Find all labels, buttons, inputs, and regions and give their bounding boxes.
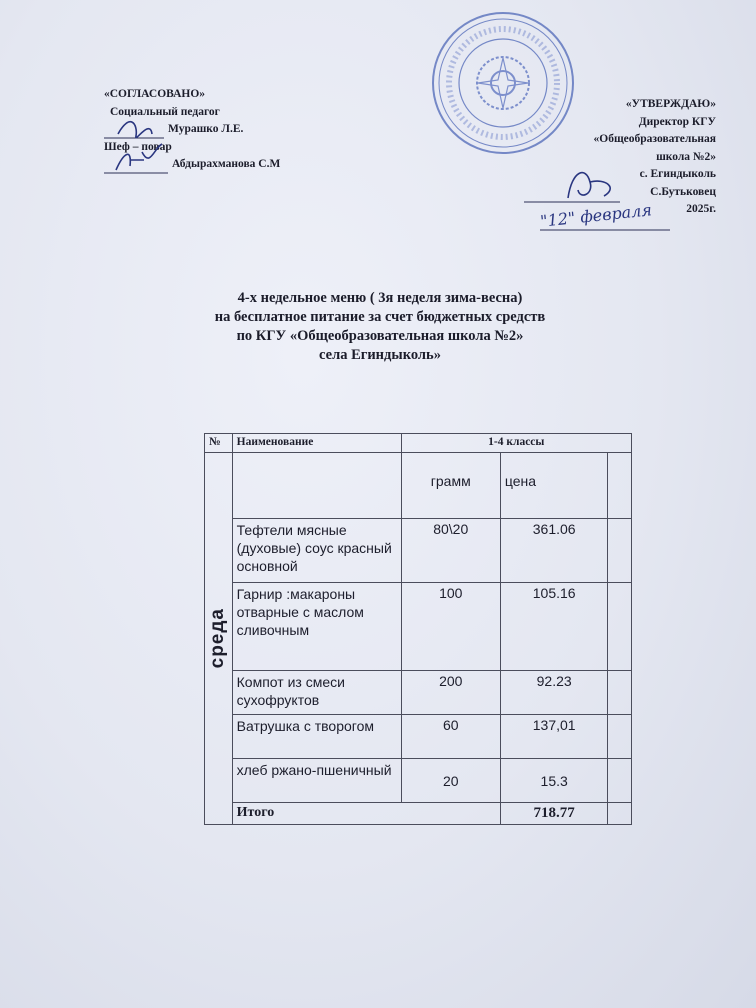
subheader-empty [232, 453, 401, 519]
approval-right-block [516, 96, 716, 219]
menu-heading [170, 289, 590, 365]
table-row [205, 759, 632, 803]
dish-name: Гарнир :макароны отварные с маслом сливочным [232, 583, 401, 671]
approval-left-name1: Мурашко Л.Е. [168, 123, 244, 135]
approval-left-title: «СОГЛАСОВАНО» [104, 88, 206, 100]
table-row [205, 715, 632, 759]
dish-gram: 60 [401, 715, 500, 759]
approval-right-name: С.Бутьковец [650, 185, 716, 198]
approval-right-org2: школа №2» [656, 150, 716, 163]
approval-left-role2: Шеф – повар [104, 140, 172, 153]
dish-gram: 200 [401, 671, 500, 715]
row-extra [608, 759, 632, 803]
dish-price: 92.23 [500, 671, 608, 715]
heading-line4: села Егиндыколь» [319, 347, 441, 363]
menu-table [204, 433, 632, 825]
handwritten-date: "12" февраля [539, 200, 653, 231]
row-extra [608, 715, 632, 759]
dish-gram: 100 [401, 583, 500, 671]
approval-right-org1: «Общеобразовательная [593, 133, 716, 145]
dish-name: Тефтели мясные (духовые) соус красный основной [232, 519, 401, 583]
dish-name: Компот из смеси сухофруктов [232, 671, 401, 715]
table-header-row [205, 434, 632, 453]
dish-name: Ватрушка с творогом [232, 715, 401, 759]
row-extra [608, 519, 632, 583]
dish-price: 137,01 [500, 715, 608, 759]
dish-gram: 80\20 [401, 519, 500, 583]
approval-left-role1: Социальный педагог [110, 105, 220, 118]
approval-right-title: «УТВЕРЖДАЮ» [625, 98, 716, 110]
total-value: 718.77 [500, 803, 608, 825]
subheader-extra [608, 453, 632, 519]
dish-price: 15.3 [500, 759, 608, 803]
table-row [205, 583, 632, 671]
table-row [205, 671, 632, 715]
dish-name: хлеб ржано-пшеничный [232, 759, 401, 803]
dish-price: 105.16 [500, 583, 608, 671]
heading-line3: по КГУ «Общеобразовательная школа №2» [236, 328, 524, 344]
col-no-header: № [205, 434, 233, 453]
dish-price: 361.06 [500, 519, 608, 583]
approval-left-name2: Абдырахманова С.М [172, 158, 281, 170]
row-extra [608, 671, 632, 715]
table-subheader-row [205, 453, 632, 519]
total-extra [608, 803, 632, 825]
subheader-price: цена [500, 453, 608, 519]
col-group-header: 1-4 классы [401, 434, 631, 453]
day-cell [205, 453, 233, 825]
row-extra [608, 583, 632, 671]
approval-right-village: с. Егиндыколь [639, 168, 716, 180]
total-row [205, 803, 632, 825]
approval-right-role: Директор КГУ [638, 115, 716, 128]
heading-line2: на бесплатное питание за счет бюджетных средств [214, 309, 546, 325]
table-row [205, 519, 632, 583]
approval-right-year: 2025г. [686, 203, 716, 215]
heading-line1: 4-х недельное меню ( 3я неделя зима-весна) [237, 290, 523, 306]
total-label: Итого [232, 803, 500, 825]
approval-left-block [104, 86, 344, 174]
col-name-header: Наименование [232, 434, 401, 453]
day-label: среда [207, 608, 229, 669]
subheader-gram: грамм [401, 453, 500, 519]
dish-gram: 20 [401, 759, 500, 803]
